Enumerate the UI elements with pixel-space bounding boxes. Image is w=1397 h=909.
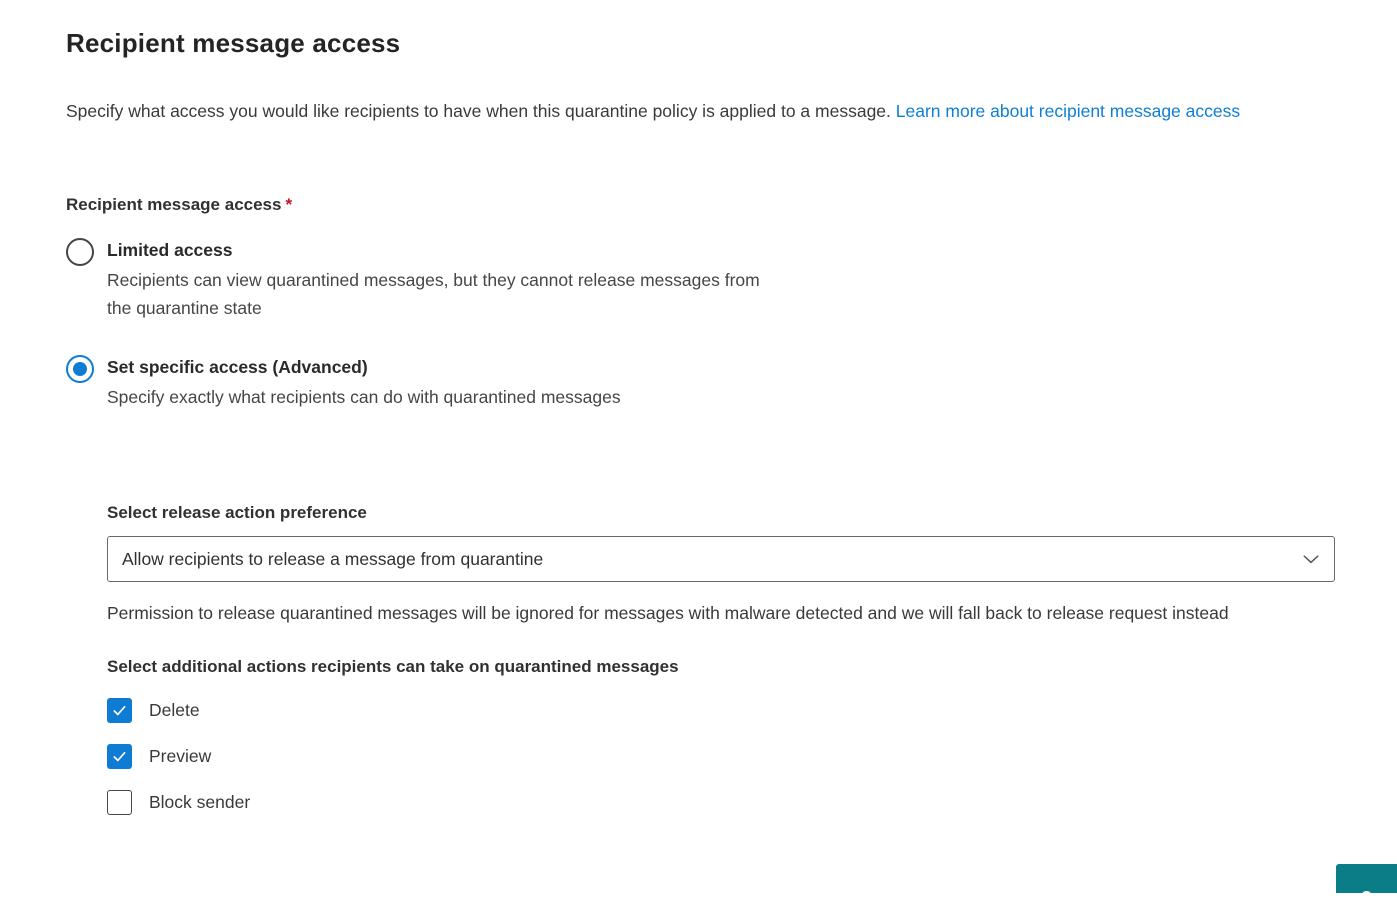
page-title: Recipient message access [66,28,401,58]
question-mark-icon: ? [1361,888,1372,908]
checkmark-icon [112,703,127,718]
release-action-label: Select release action preference [107,503,367,522]
radio-button-icon[interactable] [66,355,94,383]
radio-option-set-specific-access[interactable] [66,354,1340,411]
checkbox-row-delete[interactable] [107,698,1340,723]
radio-option-limited-access[interactable] [66,237,1340,322]
help-button[interactable] [1336,864,1397,908]
checkbox-icon[interactable] [107,790,132,815]
page-description [66,97,1334,125]
radio-option-label: Limited access [107,240,233,260]
release-action-dropdown[interactable] [107,536,1335,582]
recipient-access-field-label [66,195,1340,215]
radio-option-description: Recipients can view quarantined messages, but they cannot release messages from the quarantine state [107,270,760,318]
checkbox-label: Preview [149,746,212,766]
radio-option-label: Set specific access (Advanced) [107,357,368,377]
checkbox-label: Block sender [149,792,251,812]
checkbox-icon[interactable] [107,698,132,723]
checkbox-label: Delete [149,700,200,720]
additional-actions-label: Select additional actions recipients can take on quarantined messages [107,657,679,676]
radio-dot [73,362,87,376]
checkbox-row-block-sender[interactable] [107,790,1340,815]
checkmark-icon [112,749,127,764]
checkbox-icon[interactable] [107,744,132,769]
chevron-down-icon [1302,550,1320,568]
advanced-access-section [107,503,1340,815]
release-action-note: Permission to release quarantined messages will be ignored for messages with malware detected and we will fall back to release request instead [107,603,1229,623]
field-label-text: Recipient message access [66,195,282,214]
radio-option-description: Specify exactly what recipients can do with quarantined messages [107,387,621,407]
radio-button-icon[interactable] [66,238,94,266]
required-asterisk: * [285,195,293,214]
dropdown-selected-value: Allow recipients to release a message from quarantine [122,548,544,569]
radio-texts [107,237,787,322]
page-description-text: Specify what access you would like recipients to have when this quarantine policy is applied to a message. [66,101,896,121]
learn-more-link[interactable]: Learn more about recipient message access [895,101,1241,121]
radio-texts [107,354,621,411]
checkbox-row-preview[interactable] [107,744,1340,769]
